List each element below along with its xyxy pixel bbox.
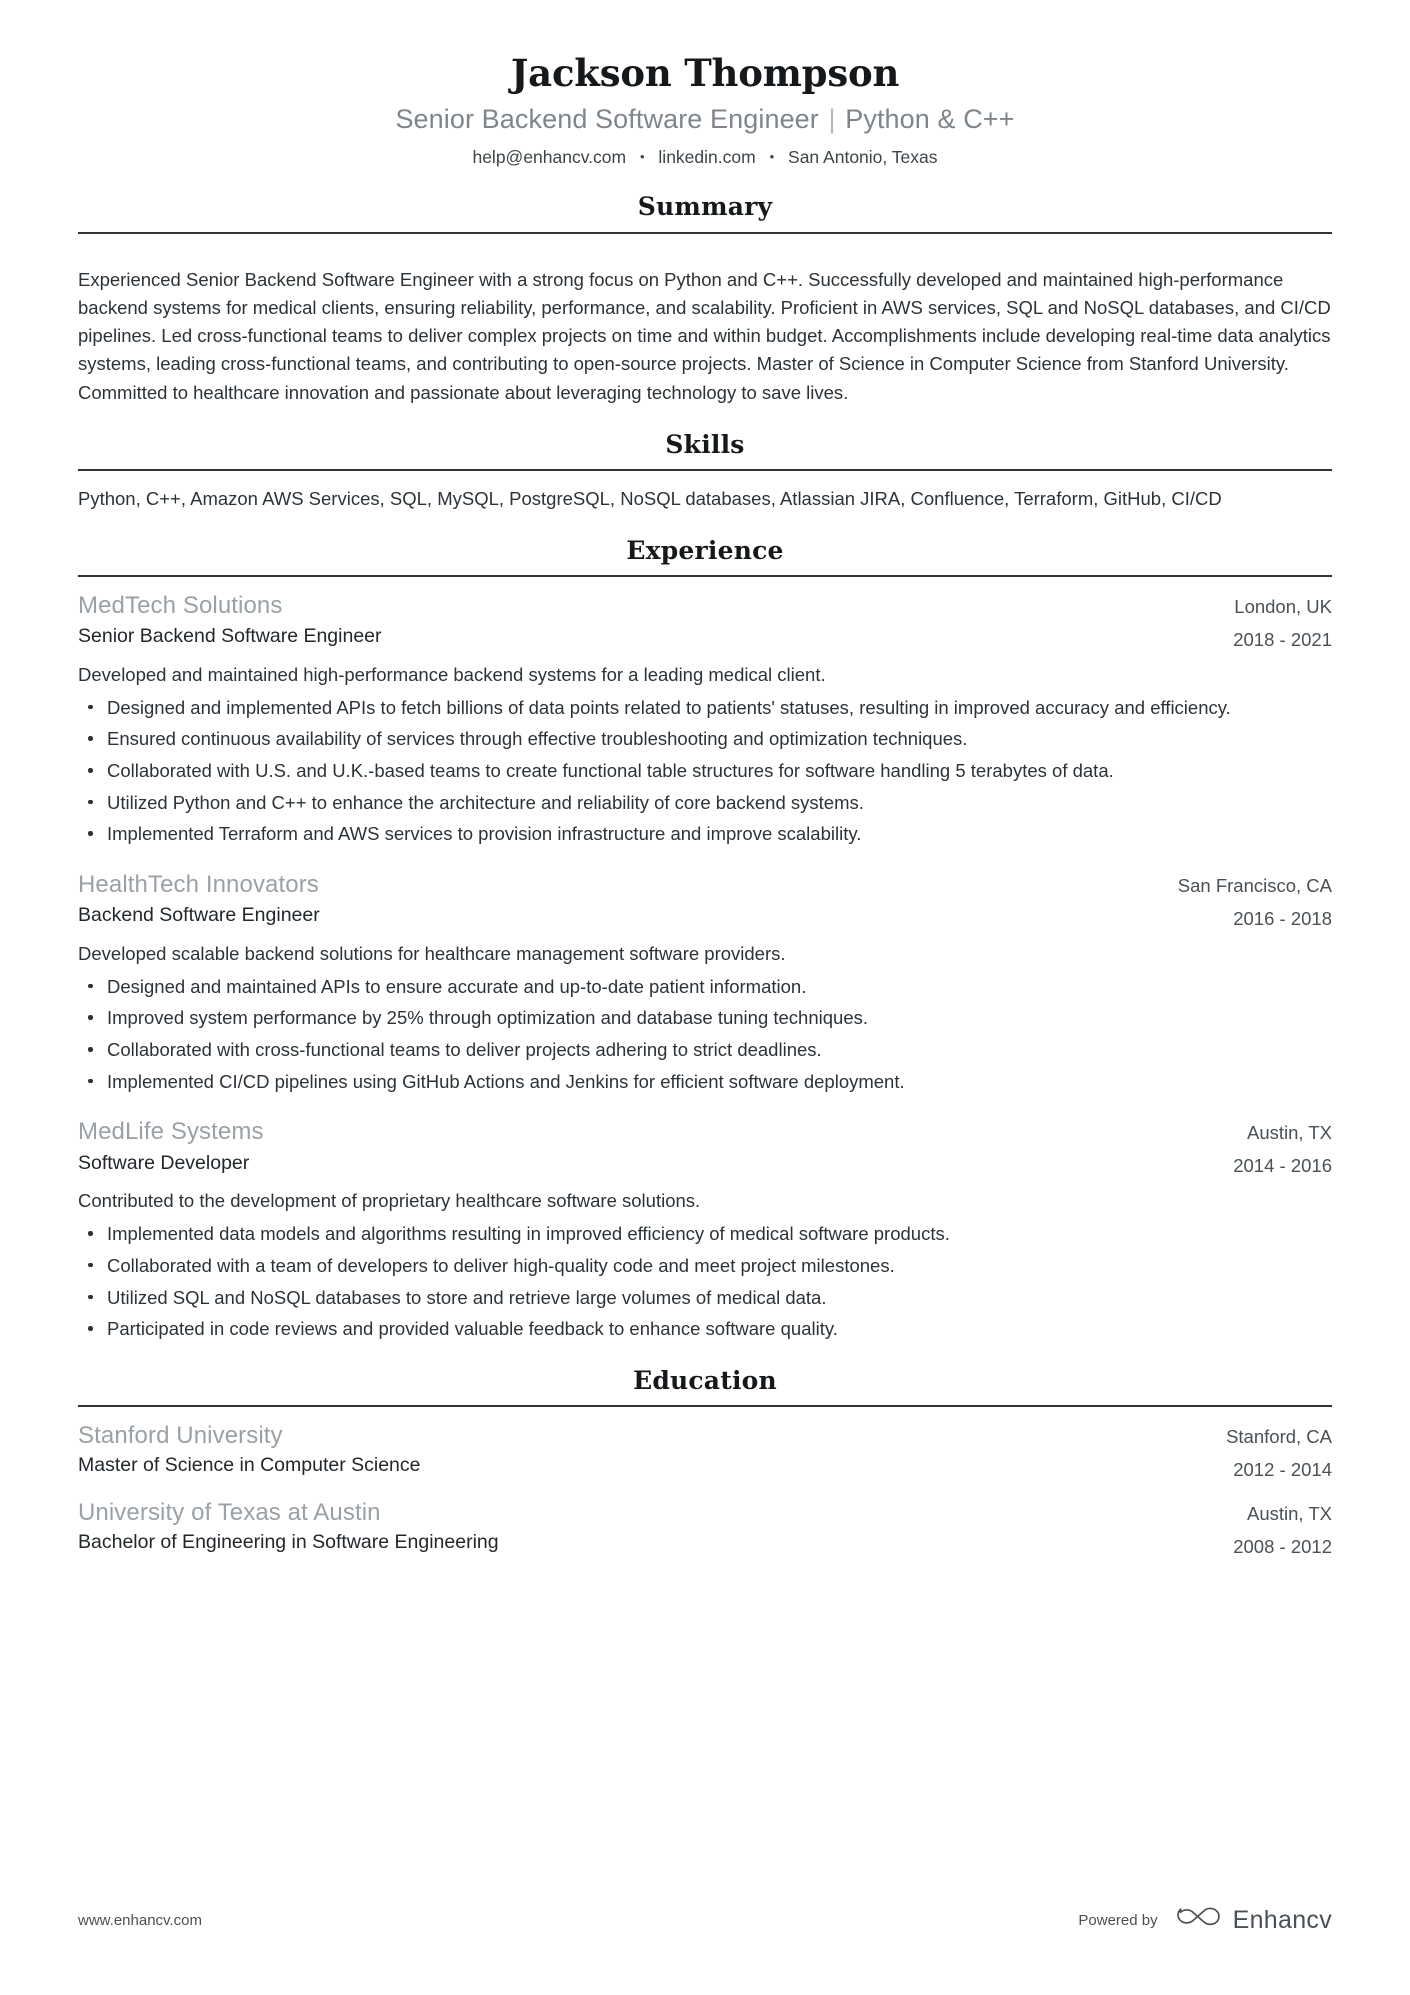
bullet-dot-icon — [88, 1079, 93, 1084]
candidate-headline — [78, 102, 1332, 137]
education-entry-head — [78, 1498, 1332, 1559]
summary-text: Experienced Senior Backend Software Engineer with a strong focus on Python and C++. Successfully developed and maintained high-performance backend systems for medical clients, ensuring reliability, performance, and scalability. Proficient in AWS services, SQL and NoSQL databases, and CI/CD pipelines. Led cross-functional teams to deliver complex projects on time and within budget. Accomplishments include developing real-time data analytics systems, leading cross-functional teams, and contributing to open-source projects. Master of Science in Computer Science from Stanford University. Committed to healthcare innovation and passionate about leveraging technology to save lives. — [78, 269, 1331, 403]
footer-branding — [1078, 1904, 1332, 1937]
school-location: Austin, TX — [1246, 1503, 1332, 1525]
job-bullet-text: Designed and maintained APIs to ensure accurate and up-to-date patient information. — [107, 975, 807, 997]
job-bullet — [78, 1221, 1332, 1248]
enhancv-brand-name: Enhancv — [1232, 1906, 1332, 1934]
bullet-dot-icon — [88, 1047, 93, 1052]
education-entry-left — [78, 1498, 1209, 1556]
section-title-experience: Experience — [626, 535, 784, 565]
job-bullet — [78, 1316, 1332, 1343]
enhancv-infinity-logo-icon — [1176, 1904, 1222, 1937]
job-title: Backend Software Engineer — [78, 904, 320, 927]
experience-entry — [78, 591, 1332, 848]
job-bullet-text: Collaborated with U.S. and U.K.-based teams to create functional table structures for software handling 5 terabytes of data. — [107, 760, 1114, 782]
school-dates: 2012 - 2014 — [1233, 1459, 1332, 1481]
job-summary: Developed scalable backend solutions for healthcare management software providers. — [78, 943, 786, 965]
bullet-dot-icon — [88, 800, 93, 805]
section-title-skills: Skills — [665, 429, 745, 459]
bullet-dot-icon — [88, 831, 93, 836]
contact-website[interactable]: linkedin.com — [658, 146, 756, 167]
job-bullet — [78, 1005, 1332, 1032]
section-title-education: Education — [633, 1365, 777, 1395]
bullet-dot-icon — [88, 1326, 93, 1331]
job-summary: Developed and maintained high-performance backend systems for a leading medical client. — [78, 664, 826, 686]
headline-primary: Senior Backend Software Engineer — [395, 103, 819, 134]
job-bullet — [78, 1285, 1332, 1312]
job-bullet — [78, 974, 1332, 1001]
job-location: San Francisco, CA — [1177, 874, 1332, 896]
school-location: Stanford, CA — [1226, 1426, 1332, 1448]
degree-name: Master of Science in Computer Science — [78, 1454, 421, 1477]
experience-entry-head — [78, 870, 1332, 931]
school-name: University of Texas at Austin — [78, 1499, 381, 1527]
contact-location: San Antonio, Texas — [788, 146, 938, 167]
job-bullet-list — [78, 1221, 1332, 1343]
company-name: MedTech Solutions — [78, 591, 283, 619]
contact-separator-icon: • — [769, 148, 775, 164]
job-title: Senior Backend Software Engineer — [78, 625, 382, 648]
experience-entry-left — [78, 591, 1209, 650]
education-entry-left — [78, 1421, 1202, 1479]
experience-body — [78, 577, 1332, 1343]
job-bullet-text: Ensured continuous availability of services through effective troubleshooting and optimization techniques. — [107, 728, 968, 750]
headline-secondary: Python & C++ — [845, 103, 1015, 134]
candidate-name: Jackson Thompson — [510, 51, 900, 95]
bullet-dot-icon — [88, 984, 93, 989]
experience-entry-right — [1209, 591, 1332, 652]
job-bullet-text: Utilized Python and C++ to enhance the architecture and reliability of core backend systems. — [107, 791, 864, 813]
education-entry-right — [1209, 1498, 1332, 1559]
job-bullet — [78, 758, 1332, 785]
job-dates: 2018 - 2021 — [1233, 628, 1332, 650]
job-bullet-text: Collaborated with a team of developers to deliver high-quality code and meet project milestones. — [107, 1254, 895, 1276]
resume-header — [78, 0, 1332, 169]
section-skills — [78, 429, 1332, 513]
education-entry — [78, 1498, 1332, 1559]
experience-entry-right — [1209, 1117, 1332, 1178]
job-bullet-text: Implemented data models and algorithms resulting in improved efficiency of medical software products. — [107, 1223, 950, 1245]
job-bullet-text: Designed and implemented APIs to fetch billions of data points related to patients' statuses, resulting in improved accuracy and efficiency. — [107, 696, 1231, 718]
bullet-dot-icon — [88, 1015, 93, 1020]
job-bullet — [78, 1069, 1332, 1096]
job-bullet — [78, 1037, 1332, 1064]
school-dates: 2008 - 2012 — [1233, 1536, 1332, 1558]
job-location: Austin, TX — [1246, 1122, 1332, 1144]
experience-entry — [78, 870, 1332, 1095]
job-bullet — [78, 695, 1332, 722]
bullet-dot-icon — [88, 736, 93, 741]
job-bullet-text: Utilized SQL and NoSQL databases to store and retrieve large volumes of medical data. — [107, 1286, 827, 1308]
job-bullet-text: Implemented CI/CD pipelines using GitHub Actions and Jenkins for efficient software deployment. — [107, 1070, 905, 1092]
job-summary: Contributed to the development of proprietary healthcare software solutions. — [78, 1190, 701, 1212]
job-bullet — [78, 821, 1332, 848]
job-bullet-text: Implemented Terraform and AWS services to provision infrastructure and improve scalability. — [107, 823, 862, 845]
bullet-dot-icon — [88, 1263, 93, 1268]
job-dates: 2016 - 2018 — [1233, 908, 1332, 929]
job-bullet — [78, 726, 1332, 753]
experience-entry-head — [78, 1117, 1332, 1178]
job-bullet-text: Improved system performance by 25% through optimization and database tuning techniques. — [107, 1007, 869, 1029]
job-bullet-text: Collaborated with cross-functional teams to deliver projects adhering to strict deadlines. — [107, 1039, 822, 1061]
education-entry-right — [1202, 1421, 1332, 1482]
job-bullet-list — [78, 974, 1332, 1096]
job-bullet-list — [78, 695, 1332, 848]
education-entry — [78, 1421, 1332, 1482]
job-bullet — [78, 1253, 1332, 1280]
education-body — [78, 1407, 1332, 1559]
bullet-dot-icon — [88, 768, 93, 773]
company-name: HealthTech Innovators — [78, 870, 319, 898]
powered-by-label: Powered by — [1078, 1912, 1158, 1929]
section-summary — [78, 191, 1332, 406]
enhancv-brand[interactable] — [1176, 1904, 1332, 1937]
section-experience — [78, 535, 1332, 1343]
contact-line — [78, 146, 1332, 170]
contact-separator-icon: • — [639, 148, 645, 164]
contact-email[interactable]: help@enhancv.com — [472, 146, 627, 167]
experience-entry-right — [1154, 870, 1332, 931]
skills-body — [78, 471, 1332, 513]
page-footer — [78, 1904, 1332, 1937]
job-location: London, UK — [1234, 595, 1332, 617]
school-name: Stanford University — [78, 1422, 283, 1450]
footer-website-url[interactable]: www.enhancv.com — [78, 1912, 202, 1929]
summary-body — [78, 234, 1332, 407]
skills-text: Python, C++, Amazon AWS Services, SQL, MySQL, PostgreSQL, NoSQL databases, Atlassian JIRA, Confluence, Terraform, GitHub, CI/CD — [78, 487, 1222, 509]
education-entry-head — [78, 1421, 1332, 1482]
bullet-dot-icon — [88, 1231, 93, 1236]
headline-divider: | — [828, 103, 836, 134]
job-title: Software Developer — [78, 1151, 250, 1174]
section-title-summary: Summary — [637, 192, 773, 222]
section-education — [78, 1365, 1332, 1559]
experience-entry-left — [78, 870, 1154, 929]
bullet-dot-icon — [88, 1295, 93, 1300]
degree-name: Bachelor of Engineering in Software Engineering — [78, 1531, 499, 1554]
experience-entry — [78, 1117, 1332, 1342]
job-dates: 2014 - 2016 — [1233, 1155, 1332, 1177]
job-bullet-text: Participated in code reviews and provided valuable feedback to enhance software quality. — [107, 1318, 838, 1340]
bullet-dot-icon — [88, 705, 93, 710]
job-bullet — [78, 790, 1332, 817]
company-name: MedLife Systems — [78, 1118, 264, 1146]
experience-entry-left — [78, 1117, 1209, 1176]
experience-entry-head — [78, 591, 1332, 652]
